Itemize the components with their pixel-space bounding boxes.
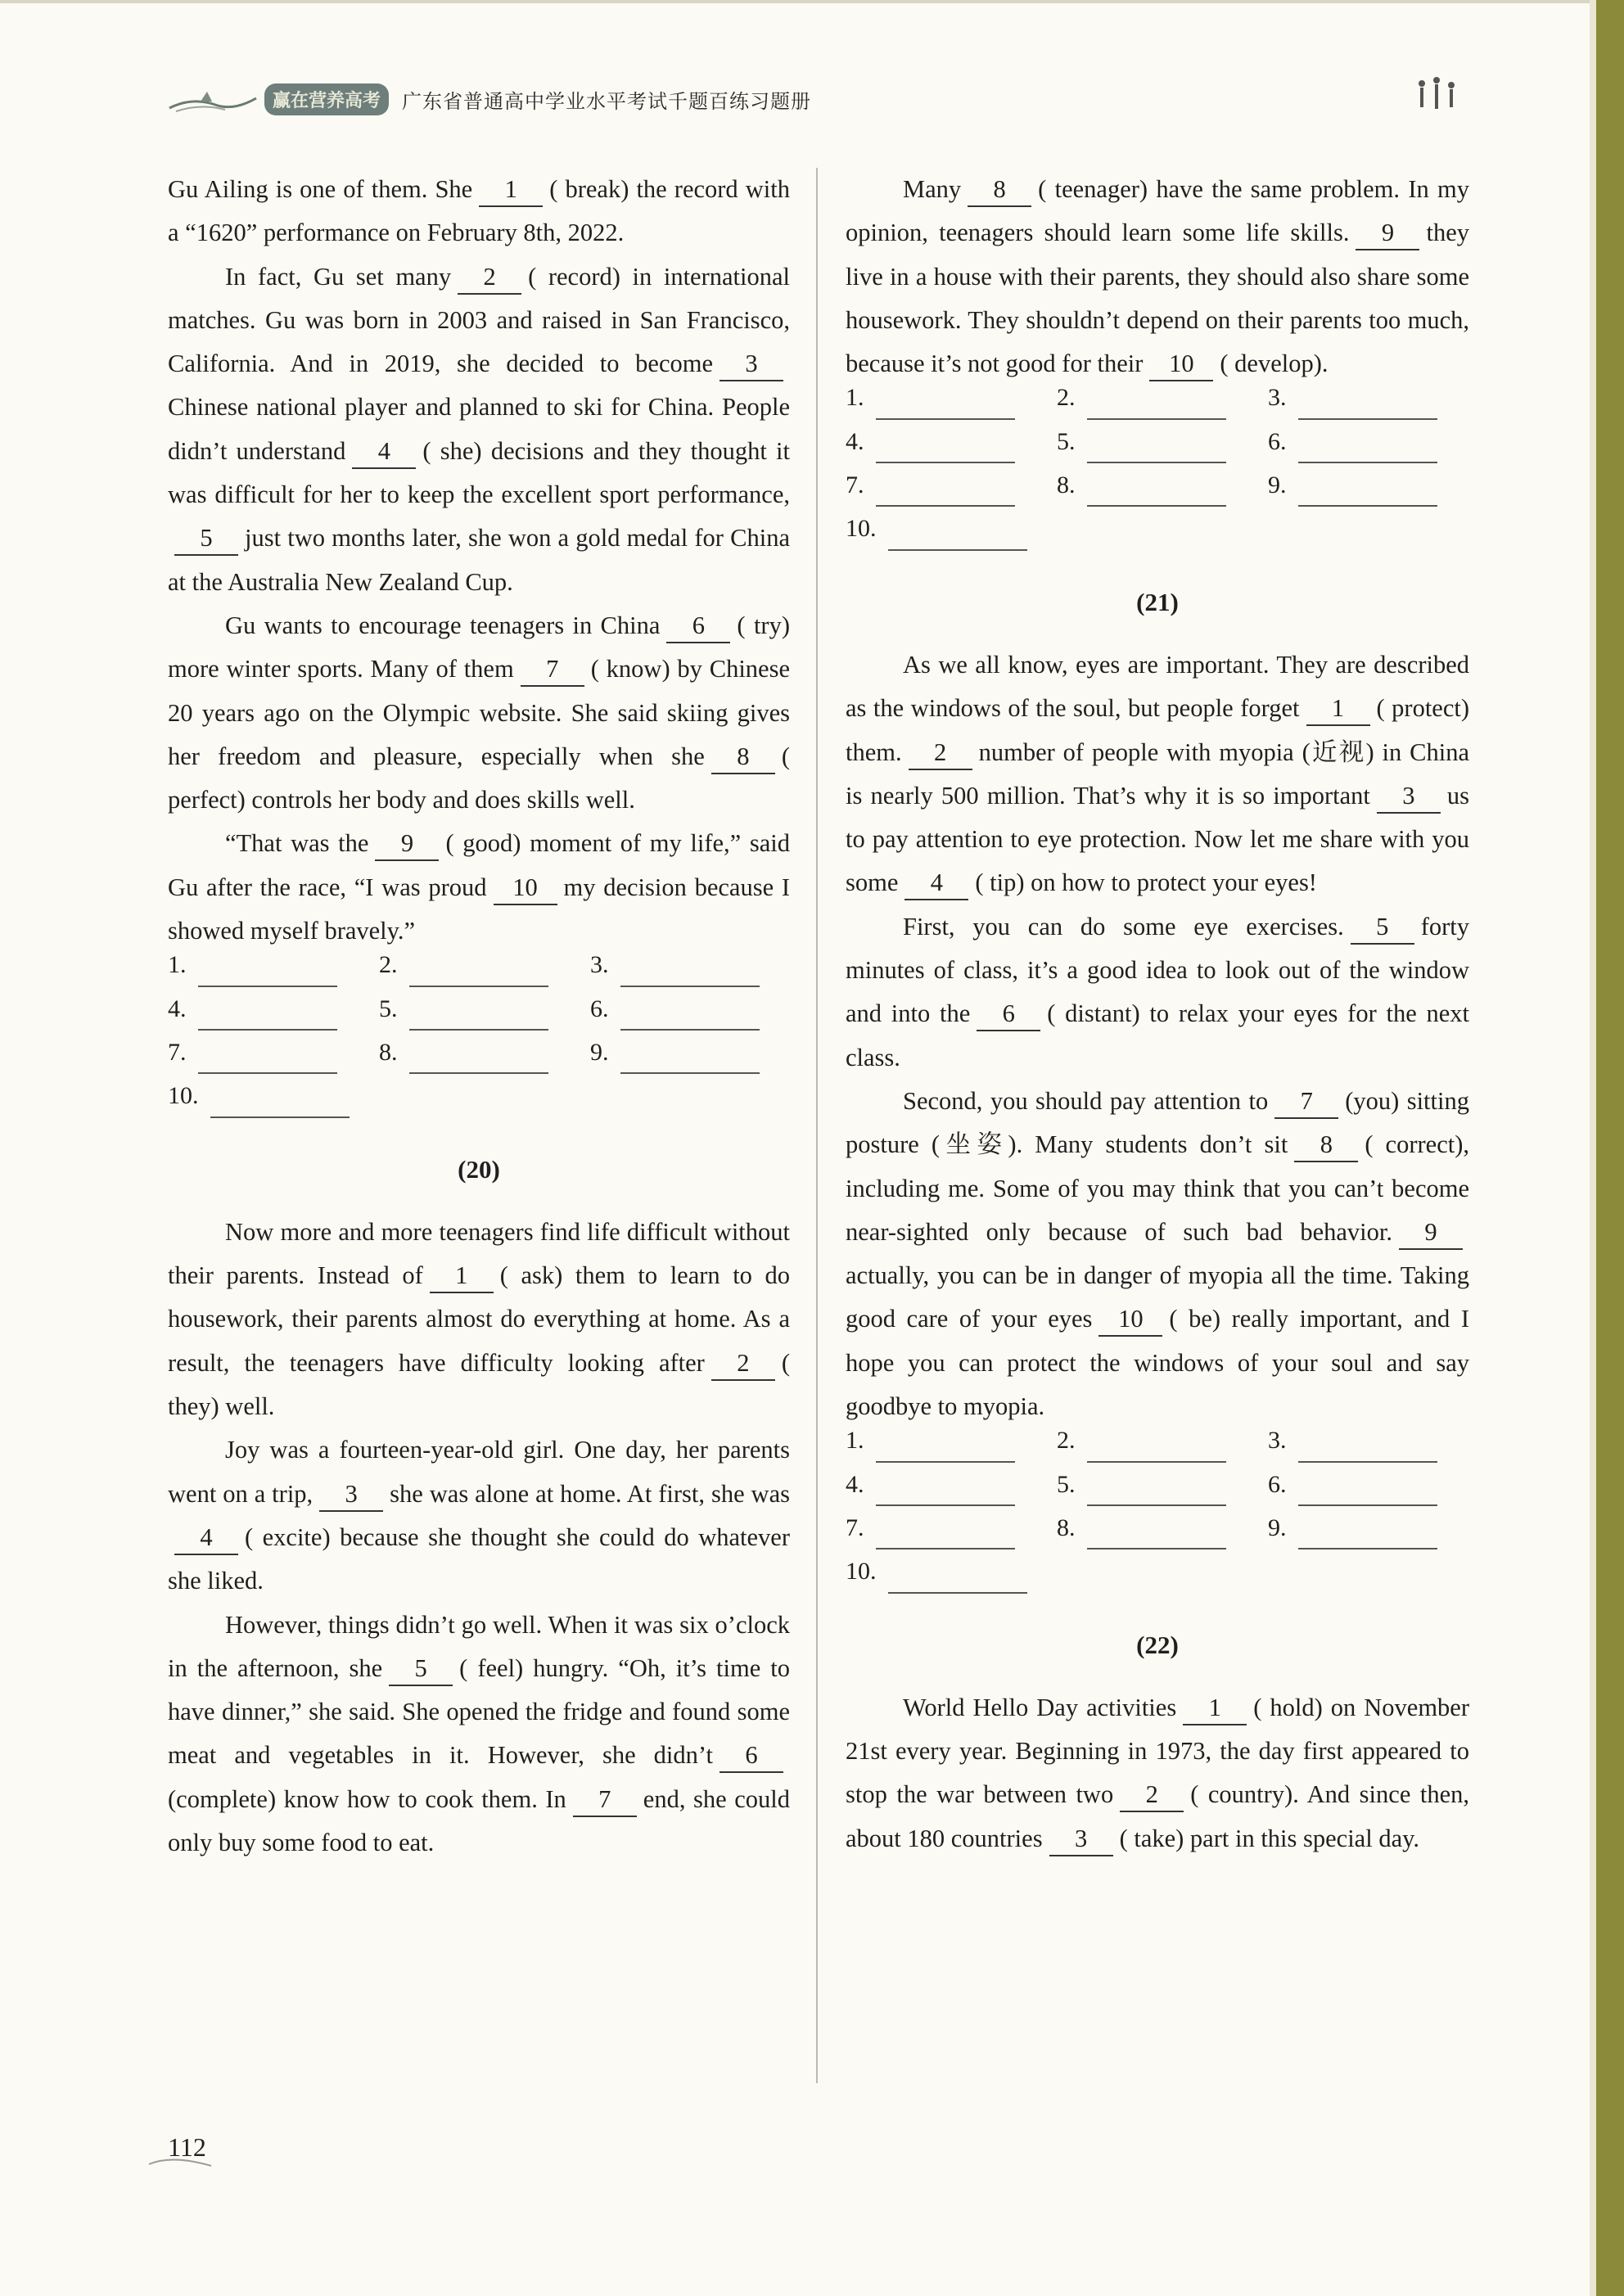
section-19-body xyxy=(168,168,790,953)
answer-label: 10. xyxy=(846,1558,877,1586)
text-segment: ( feel) hungry. “Oh, it’s time to have dinner,” she said. She opened the fridge and found some meat and vegetables in it. However, she didn’t xyxy=(168,1653,790,1770)
paragraph xyxy=(168,822,790,953)
answer-slot xyxy=(846,1470,1057,1516)
text-segment: ( good) moment of my life,” said Gu after the race, “I was proud xyxy=(168,829,791,901)
section-22-body xyxy=(846,1686,1469,1861)
answer-label: 1. xyxy=(168,951,187,979)
answer-slot xyxy=(590,997,801,1040)
text-segment: ( record) in international matches. Gu was born in 2003 and raised in San Francisco, California. And in 2019, she decided to become xyxy=(168,262,790,378)
text-segment: As we all know, eyes are important. They are described as the windows of the soul, but people forget xyxy=(846,650,1469,723)
text-segment: actually, you can be in danger of myopia all the time. Taking good care of your eyes xyxy=(846,1261,1469,1333)
answer-line[interactable] xyxy=(198,1004,337,1031)
answer-label: 8. xyxy=(379,1038,398,1066)
blank-1: 1 xyxy=(479,173,543,207)
answer-label: 3. xyxy=(1268,1427,1287,1455)
text-segment: us to pay attention to eye protection. Now let me share with you some xyxy=(846,781,1469,897)
answer-line[interactable] xyxy=(1087,1523,1226,1549)
answer-slot xyxy=(168,953,379,996)
text-segment: they live in a house with their parents, they should also share some housework. They shouldn’t depend on their parents too much, because it’s not good for their xyxy=(846,219,1469,378)
text-segment: ( tip) on how to protect your eyes! xyxy=(975,868,1317,897)
answer-slot xyxy=(1057,473,1268,516)
answer-label: 2. xyxy=(1057,384,1076,412)
answer-label: 6. xyxy=(1268,1470,1287,1498)
blank-3: 3 xyxy=(720,347,783,381)
answer-line[interactable] xyxy=(1298,1523,1437,1549)
text-segment: Gu wants to encourage teenagers in China xyxy=(225,611,661,639)
section-20-title: (20) xyxy=(458,1154,500,1184)
answer-slot xyxy=(846,473,1057,516)
right-column xyxy=(846,168,1469,1861)
paragraph xyxy=(168,255,790,604)
answer-slot xyxy=(846,1559,1057,1603)
text-segment: ( teenager) have the same problem. In my opinion, teenagers should learn some life skills. xyxy=(846,175,1469,247)
answer-slot xyxy=(846,1428,1057,1472)
answer-line[interactable] xyxy=(876,437,1015,463)
answer-line[interactable] xyxy=(1298,1480,1437,1506)
blank-3: 3 xyxy=(1049,1822,1113,1856)
text-segment: In fact, Gu set many xyxy=(225,262,452,291)
answer-slot xyxy=(590,953,801,996)
answer-line[interactable] xyxy=(876,1480,1015,1506)
blank-8: 8 xyxy=(711,740,775,774)
blank-9: 9 xyxy=(1399,1216,1463,1250)
answer-grid-19 xyxy=(168,953,790,1127)
answer-slot xyxy=(1268,473,1479,516)
answer-line[interactable] xyxy=(1298,394,1437,420)
text-segment: ( correct), including me. Some of you may think that you can’t become near-sighted only because of such bad behavior. xyxy=(846,1130,1469,1246)
answer-slot xyxy=(168,1040,379,1084)
blank-10: 10 xyxy=(1098,1302,1162,1337)
text-segment: World Hello Day activities xyxy=(903,1693,1177,1721)
answer-slot xyxy=(379,953,590,996)
text-segment: ( know) by Chinese 20 years ago on the Olympic website. She said skiing gives her freedom and pleasure, especially when she xyxy=(168,655,790,770)
answer-label: 1. xyxy=(846,1427,864,1455)
text-segment: just two months later, she won a gold medal for China at the Australia New Zealand Cup. xyxy=(168,524,790,596)
answer-line[interactable] xyxy=(409,1048,548,1074)
blank-9: 9 xyxy=(1356,216,1419,250)
text-segment: Chinese national player and planned to ski for China. People didn’t understand xyxy=(168,393,790,465)
header-people-icon xyxy=(1412,75,1461,122)
answer-label: 4. xyxy=(846,427,864,455)
text-segment: First, you can do some eye exercises. xyxy=(903,912,1344,941)
text-segment: ( she) decisions and they thought it was difficult for her to keep the excellent sport performance, xyxy=(168,436,790,509)
text-segment: number of people with myopia (近视) in China is nearly 500 million. That’s why it is so important xyxy=(846,738,1469,810)
page-edge-shadow xyxy=(1590,0,1596,2296)
answer-slot xyxy=(1057,1513,1268,1559)
text-segment: Gu Ailing is one of them. She xyxy=(168,175,473,203)
blank-5: 5 xyxy=(174,521,238,556)
text-segment: my decision because I showed myself bravely.” xyxy=(168,873,790,945)
blank-2: 2 xyxy=(1120,1778,1184,1812)
text-segment: ( hold) on November 21st every year. Beginning in 1973, the day first appeared to stop the war between two xyxy=(846,1693,1469,1809)
paragraph xyxy=(846,1080,1469,1428)
answer-line[interactable] xyxy=(620,1004,760,1031)
blank-8: 8 xyxy=(1294,1128,1358,1162)
answer-line[interactable] xyxy=(1298,437,1437,463)
header-brand: 赢在营养高考 xyxy=(264,83,389,115)
text-segment: (complete) know how to cook them. In xyxy=(168,1784,566,1813)
blank-10: 10 xyxy=(1149,347,1213,381)
blank-8: 8 xyxy=(968,173,1031,207)
header-title: 广东省普通高中学业水平考试千题百练习题册 xyxy=(402,89,812,113)
text-segment: Now more and more teenagers find life difficult without their parents. Instead of xyxy=(168,1217,790,1290)
paragraph xyxy=(168,1428,790,1603)
text-segment: ( try) more winter sports. Many of them xyxy=(168,611,790,683)
page-edge-strip xyxy=(1596,0,1624,2296)
section-22-title: (22) xyxy=(1136,1630,1179,1659)
page-top-edge xyxy=(0,0,1596,3)
blank-6: 6 xyxy=(666,609,730,643)
blank-5: 5 xyxy=(389,1652,453,1686)
answer-label: 7. xyxy=(846,1513,864,1541)
answer-line[interactable] xyxy=(876,1523,1015,1549)
answer-label: 7. xyxy=(168,1038,187,1066)
answer-line[interactable] xyxy=(1087,394,1226,420)
answer-slot xyxy=(1057,427,1268,473)
blank-4: 4 xyxy=(352,435,416,469)
answer-label: 9. xyxy=(590,1038,609,1066)
column-divider xyxy=(816,168,818,2083)
text-segment: forty minutes of class, it’s a good idea to look out of the window and into the xyxy=(846,912,1469,1028)
answer-grid-20 xyxy=(846,386,1469,560)
answer-label: 3. xyxy=(1268,384,1287,412)
text-segment: end, she could only buy some food to eat. xyxy=(168,1784,790,1856)
answer-line[interactable] xyxy=(198,961,337,987)
blank-10: 10 xyxy=(494,871,557,905)
paragraph xyxy=(846,905,1469,1080)
paragraph xyxy=(846,643,1469,905)
blank-3: 3 xyxy=(1377,779,1441,814)
answer-label: 6. xyxy=(590,995,609,1022)
answer-grid-21 xyxy=(846,1428,1469,1603)
answer-slot xyxy=(379,1040,590,1084)
blank-1: 1 xyxy=(1306,692,1370,726)
answer-line[interactable] xyxy=(620,1048,760,1074)
answer-line[interactable] xyxy=(198,1048,337,1074)
text-segment: she was alone at home. At first, she was xyxy=(390,1479,790,1508)
answer-slot xyxy=(590,1040,801,1084)
text-segment: ( distant) to relax your eyes for the next class. xyxy=(846,999,1469,1071)
text-segment: “That was the xyxy=(225,829,369,858)
answer-label: 9. xyxy=(1268,471,1287,499)
answer-slot xyxy=(1268,1470,1479,1516)
answer-line[interactable] xyxy=(1087,1480,1226,1506)
answer-slot xyxy=(1057,1470,1268,1516)
answer-slot xyxy=(1057,1428,1268,1472)
text-segment: ( excite) because she thought she could do whatever she liked. xyxy=(168,1522,790,1595)
answer-label: 9. xyxy=(1268,1513,1287,1541)
answer-label: 5. xyxy=(379,995,398,1022)
answer-slot xyxy=(1268,1428,1479,1472)
text-segment: However, things didn’t go well. When it was six o’clock in the afternoon, she xyxy=(168,1610,790,1682)
answer-slot xyxy=(379,997,590,1040)
section-21-body xyxy=(846,643,1469,1428)
answer-line[interactable] xyxy=(620,961,760,987)
answer-slot xyxy=(1268,1513,1479,1559)
answer-slot xyxy=(846,386,1057,429)
blank-5: 5 xyxy=(1351,910,1414,945)
blank-4: 4 xyxy=(174,1521,238,1555)
answer-slot xyxy=(846,427,1057,473)
answer-line[interactable] xyxy=(1087,437,1226,463)
answer-line[interactable] xyxy=(876,1437,1015,1463)
blank-1: 1 xyxy=(1183,1691,1247,1725)
answer-label: 3. xyxy=(590,951,609,979)
answer-line[interactable] xyxy=(409,1004,548,1031)
text-segment: ( develop). xyxy=(1220,350,1329,378)
answer-line[interactable] xyxy=(210,1092,350,1118)
answer-line[interactable] xyxy=(409,961,548,987)
page-number-swoosh-icon xyxy=(147,2153,213,2175)
text-segment: Second, you should pay attention to xyxy=(903,1086,1269,1115)
answer-label: 10. xyxy=(168,1082,199,1110)
page-number: 112 xyxy=(168,2132,206,2162)
text-segment: Joy was a fourteen-year-old girl. One day, her parents went on a trip, xyxy=(168,1436,790,1508)
text-segment: ( perfect) controls her body and does skills well. xyxy=(168,742,790,814)
answer-slot xyxy=(1057,386,1268,429)
answer-line[interactable] xyxy=(888,1568,1027,1594)
answer-label: 10. xyxy=(846,515,877,543)
answer-line[interactable] xyxy=(888,525,1027,551)
answer-slot xyxy=(846,1513,1057,1559)
blank-1: 1 xyxy=(430,1259,494,1293)
text-segment: ( take) part in this special day. xyxy=(1119,1824,1419,1852)
answer-line[interactable] xyxy=(1298,1437,1437,1463)
answer-slot xyxy=(168,997,379,1040)
text-segment: ( country). And since then, about 180 countries xyxy=(846,1780,1469,1852)
blank-4: 4 xyxy=(904,866,968,900)
answer-label: 1. xyxy=(846,384,864,412)
answer-label: 5. xyxy=(1057,427,1076,455)
answer-line[interactable] xyxy=(1087,480,1226,507)
answer-label: 2. xyxy=(379,951,398,979)
paragraph xyxy=(168,1211,790,1428)
answer-line[interactable] xyxy=(1087,1437,1226,1463)
answer-line[interactable] xyxy=(1298,480,1437,507)
text-segment: ( protect) them. xyxy=(846,694,1469,766)
answer-label: 6. xyxy=(1268,427,1287,455)
paragraph xyxy=(168,604,790,822)
answer-slot xyxy=(168,1084,379,1127)
blank-6: 6 xyxy=(977,997,1040,1031)
answer-label: 2. xyxy=(1057,1427,1076,1455)
answer-slot xyxy=(846,516,1057,560)
answer-line[interactable] xyxy=(876,480,1015,507)
blank-2: 2 xyxy=(909,736,972,770)
answer-label: 8. xyxy=(1057,1513,1076,1541)
blank-3: 3 xyxy=(319,1477,383,1512)
section-21-title: (21) xyxy=(1136,587,1179,616)
blank-7: 7 xyxy=(521,652,584,687)
section-20-continued xyxy=(846,168,1469,386)
blank-9: 9 xyxy=(375,827,439,861)
page-header xyxy=(168,78,811,120)
answer-label: 7. xyxy=(846,471,864,499)
blank-2: 2 xyxy=(458,260,521,295)
blank-2: 2 xyxy=(711,1346,775,1381)
blank-6: 6 xyxy=(720,1739,783,1773)
answer-slot xyxy=(1268,427,1479,473)
text-segment: Many xyxy=(903,175,962,203)
header-logo-icon xyxy=(168,80,258,118)
answer-label: 4. xyxy=(846,1470,864,1498)
answer-label: 4. xyxy=(168,995,187,1022)
paragraph xyxy=(846,168,1469,386)
left-column xyxy=(168,168,790,1865)
paragraph xyxy=(846,1686,1469,1861)
text-segment: (you) sitting posture (坐姿). Many students don’t sit xyxy=(846,1086,1469,1159)
answer-line[interactable] xyxy=(876,394,1015,420)
answer-slot xyxy=(1268,386,1479,429)
section-20-body xyxy=(168,1211,790,1865)
answer-label: 5. xyxy=(1057,1470,1076,1498)
text-segment: ( they) well. xyxy=(168,1348,790,1421)
paragraph xyxy=(168,1604,790,1865)
text-segment: ( break) the record with a “1620” performance on February 8th, 2022. xyxy=(168,175,790,247)
paragraph xyxy=(168,168,790,255)
blank-7: 7 xyxy=(573,1783,637,1817)
text-segment: ( ask) them to learn to do housework, their parents almost do everything at home. As a result, the teenagers have difficulty looking after xyxy=(168,1261,790,1377)
text-segment: ( be) really important, and I hope you can protect the windows of your soul and say goodbye to myopia. xyxy=(846,1305,1469,1421)
answer-label: 8. xyxy=(1057,471,1076,499)
blank-7: 7 xyxy=(1274,1085,1338,1119)
